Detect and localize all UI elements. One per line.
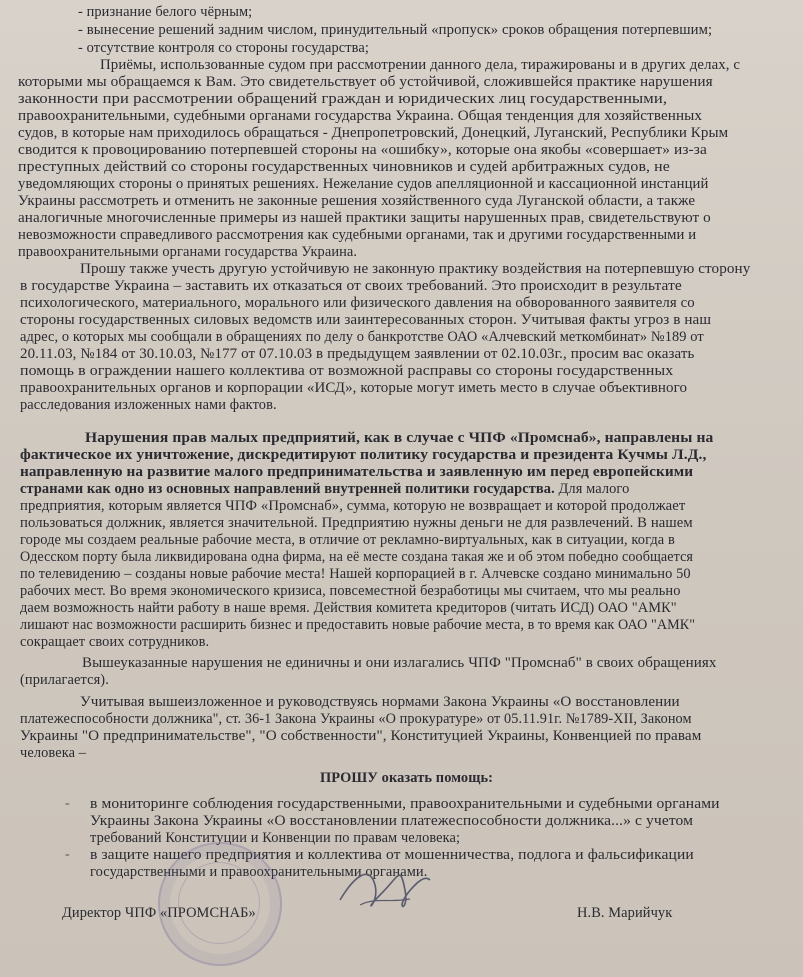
mixed-line xyxy=(20,481,629,497)
signatory-name: Н.В. Марийчук xyxy=(577,905,673,921)
signatory-title: Директор ЧПФ «ПРОМСНАБ» xyxy=(62,905,256,921)
text-fragment: Для малого xyxy=(554,481,630,497)
bullet-line: - отсутствие контроля со стороны государства; xyxy=(78,40,369,56)
round-stamp-icon xyxy=(158,842,282,966)
paragraph-line: (прилагается). xyxy=(20,672,109,688)
paragraph-line: в государстве Украина – заставить их отказаться от своих требований. Это происходит в результате xyxy=(20,278,682,294)
paragraph-line: правоохранительными, судебными органами государства Украина. Общая тенденция для хозяйственных xyxy=(18,108,703,124)
paragraph-line: правоохранительных органов и корпорации «ИСД», которые могут иметь место в случае объективного xyxy=(20,380,688,396)
paragraph-line: платежеспособности должника", ст. 36-1 Закона Украины «О прокуратуре» от 05.11.91г. №1789-XII, Законом xyxy=(20,711,692,727)
paragraph-line: Вышеуказанные нарушения не единичны и они излагались ЧПФ "Промснаб" в своих обращениях xyxy=(82,655,717,671)
paragraph-line: по телевидению – созданы новые рабочие места! Нашей корпорацией в г. Алчевске создано минимально 50 xyxy=(20,566,691,582)
paragraph-line: помощь в ограждении нашего коллектива от возможной расправы со стороны государственных xyxy=(20,363,674,379)
paragraph-line: Приёмы, использованные судом при рассмотрении данного дела, тиражированы и в других делах, с xyxy=(100,57,741,73)
bullet-marker: - xyxy=(65,796,70,811)
paragraph-line: судов, в которые нам приходилось обращаться - Днепропетровский, Донецкий, Луганский, Республики Крым xyxy=(18,125,729,141)
request-heading: ПРОШУ оказать помощь: xyxy=(320,770,494,786)
paragraph-line: 20.11.03, №184 от 30.10.03, №177 от 07.10.03 в предыдущем заявлении от 02.10.03г., просим вас оказать xyxy=(20,346,695,362)
paragraph-line: законности при рассмотрении обращений граждан и юридических лиц государственными, xyxy=(18,91,668,107)
paragraph-line: Одесском порту была ликвидирована одна фирма, на её месте создана такая же и об этом победно сообщается xyxy=(20,549,694,565)
request-item-line: требований Конституции и Конвенции по правам человека; xyxy=(90,830,461,846)
request-item-line: в защите нашего предприятия и коллектива от мошенничества, подлога и фальсификации xyxy=(90,847,694,863)
bold-paragraph-line: Нарушения прав малых предприятий, как в случае с ЧПФ «Промснаб», направлены на xyxy=(85,430,714,446)
paragraph-line: которыми мы обращаемся к Вам. Это свидетельствует об устойчивой, сложившейся практике нарушения xyxy=(18,74,713,90)
paragraph-line: невозможности справедливого рассмотрения как судебными органами, так и другими государственными и xyxy=(18,227,697,243)
paragraph-line: рабочих мест. Во время экономического кризиса, повсеместной безработицы мы считаем, что мы реально xyxy=(20,583,681,599)
bold-paragraph-line: фактическое их уничтожение, дискредитируют политику государства и президента Кучмы Л.Д., xyxy=(20,447,707,463)
paragraph-line: стороны государственных силовых ведомств или заинтересованных сторон. Учитывая факты угроз в наш xyxy=(20,312,712,328)
request-item-line: Украины Закона Украины «О восстановлении платежеспособности должника...» с учетом xyxy=(90,813,694,829)
paragraph-line: Украины рассмотреть и отменить не законные решения хозяйственного суда Луганской области, а также xyxy=(18,193,696,209)
paragraph-line: предприятия, которым является ЧПФ «Промснаб», сумма, которую не возвращает и которой продолжает xyxy=(20,498,686,514)
paragraph-line: Прошу также учесть другую устойчивую не законную практику воздействия на потерпевшую сторону xyxy=(80,261,751,277)
paragraph-line: даем возможность найти работу в наше время. Действия комитета кредиторов (читать ИСД) ОАО "АМК" xyxy=(20,600,677,616)
paragraph-line: аналогичные многочисленные примеры из нашей практики защиты нарушенных прав, свидетельствуют о xyxy=(18,210,711,226)
paragraph-line: сокращает своих сотрудников. xyxy=(20,634,210,650)
bullet-line: - вынесение решений задним числом, принудительный «пропуск» сроков обращения потерпевшим; xyxy=(78,22,713,38)
request-item-line: государственными и правоохранительными органами. xyxy=(90,864,428,880)
paragraph-line: Учитывая вышеизложенное и руководствуясь нормами Закона Украины «О восстановлении xyxy=(80,694,680,710)
paragraph-line: преступных действий со стороны государственных чиновников и судей арбитражных судов, не xyxy=(18,159,670,175)
paragraph-line: адрес, о которых мы сообщали в обращениях по делу о банкротстве ОАО «Алчевский меткомбинат» №189 от xyxy=(20,329,704,345)
paragraph-line: пользоваться должник, является значительной. Предприятию нужны деньги не для развлечений. В нашем xyxy=(20,515,693,531)
paragraph-line: расследования изложенных нами фактов. xyxy=(20,397,277,413)
bullet-marker: - xyxy=(65,847,70,862)
paragraph-line: психологического, материального, морального или физического давления на обворованного заявителя со xyxy=(20,295,695,311)
bold-fragment: странами как одно из основных направлений внутренней политики государства. xyxy=(20,481,555,497)
paragraph-line: сводится к провоцированию потерпевшей стороны на «ошибку», которые она якобы «совершает» из-за xyxy=(18,142,707,158)
paragraph-line: правоохранительными органами государства Украина. xyxy=(18,244,358,260)
paragraph-line: уведомляющих стороны о принятых решениях. Нежелание судов апелляционной и кассационной инстанций xyxy=(18,176,709,192)
paragraph-line: лишают нас возможности расширить бизнес и предоставить новые рабочие места, в то время как ОАО "АМК" xyxy=(20,617,696,633)
handwritten-signature xyxy=(330,855,440,925)
bold-paragraph-line: направленную на развитие малого предпринимательства и заявленную им перед европейскими xyxy=(20,464,694,480)
request-item-line: в мониторинге соблюдения государственными, правоохранительными и судебными органами xyxy=(90,796,720,812)
paragraph-line: городе мы создаем реальные рабочие места, в отличие от рекламно-виртуальных, как в ситуации, когда в xyxy=(20,532,675,548)
bullet-line: - признание белого чёрным; xyxy=(78,4,253,20)
paragraph-line: Украины "О предпринимательстве", "О собственности", Конституцией Украины, Конвенцией по правам xyxy=(20,728,702,744)
paragraph-line: человека – xyxy=(20,745,87,761)
